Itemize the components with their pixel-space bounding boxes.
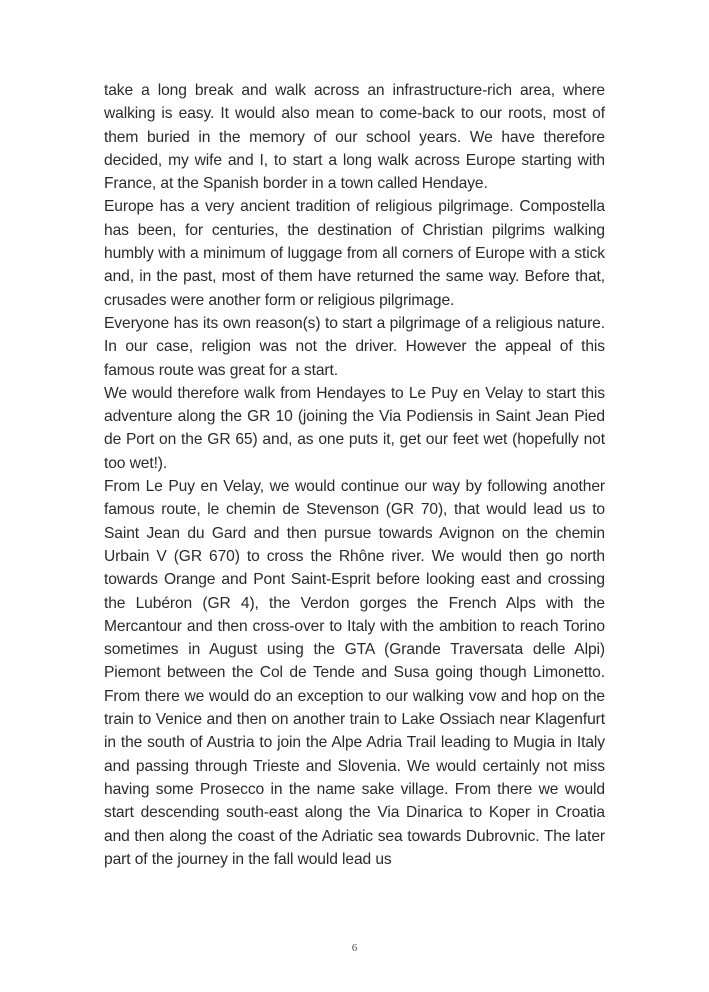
page-body (104, 79, 605, 871)
paragraph-pilgrimage-tradition: Europe has a very ancient tradition of religious pilgrimage. Compostella has been, for centuries, the destination of Christian pilgrims walking humbly with a minimum of luggage from all corners of Europe with a stick and, in the past, most of them have returned the same way. Before that, crusades were another form or religious pilgrimage. (104, 198, 605, 309)
paragraph-intro: take a long break and walk across an infrastructure-rich area, where walking is easy. It would also mean to come-back to our roots, most of them buried in the memory of our school years. We have therefore decided, my wife and I, to start a long walk across Europe starting with France, at the Spanish border in a town called Hendaye. (104, 82, 605, 193)
paragraph-route-start: We would therefore walk from Hendayes to Le Puy en Velay to start this adventure along the GR 10 (joining the Via Podiensis in Saint Jean Pied de Port on the GR 65) and, as one puts it, get our feet wet (hopefully not too wet!). (104, 384, 605, 472)
page-number: 6 (351, 942, 358, 954)
paragraph-route-continuation: From Le Puy en Velay, we would continue our way by following another famous route, le chemin de Stevenson (GR 70), that would lead us to Saint Jean du Gard and then pursue towards Avignon on the chemin Urbain V (GR 670) to cross the Rhône river. We would then go north towards Orange and Pont Saint-Esprit before looking east and crossing the Lubéron (GR 4), the Verdon gorges the French Alps with the Mercantour and then cross-over to Italy with the ambition to reach Torino sometimes in August using the GTA (Grande Traversata delle Alpi) Piemont between the Col de Tende and Susa going though Limonetto. From there we would do an exception to our walking vow and hop on the train to Venice and then on another train to Lake Ossiach near Klagenfurt in the south of Austria to join the Alpe Adria Trail leading to Mugia in Italy and passing through Trieste and Slovenia. We would certainly not miss having some Prosecco in the name sake village. From there we would start descending south-east along the Via Dinarica to Koper in Croatia and then along the coast of the Adriatic sea towards Dubrovnic. The later part of the journey in the fall would lead us (104, 478, 605, 868)
paragraph-reasons: Everyone has its own reason(s) to start a pilgrimage of a religious nature. In our case, religion was not the driver. However the appeal of this famous route was great for a start. (104, 314, 605, 379)
